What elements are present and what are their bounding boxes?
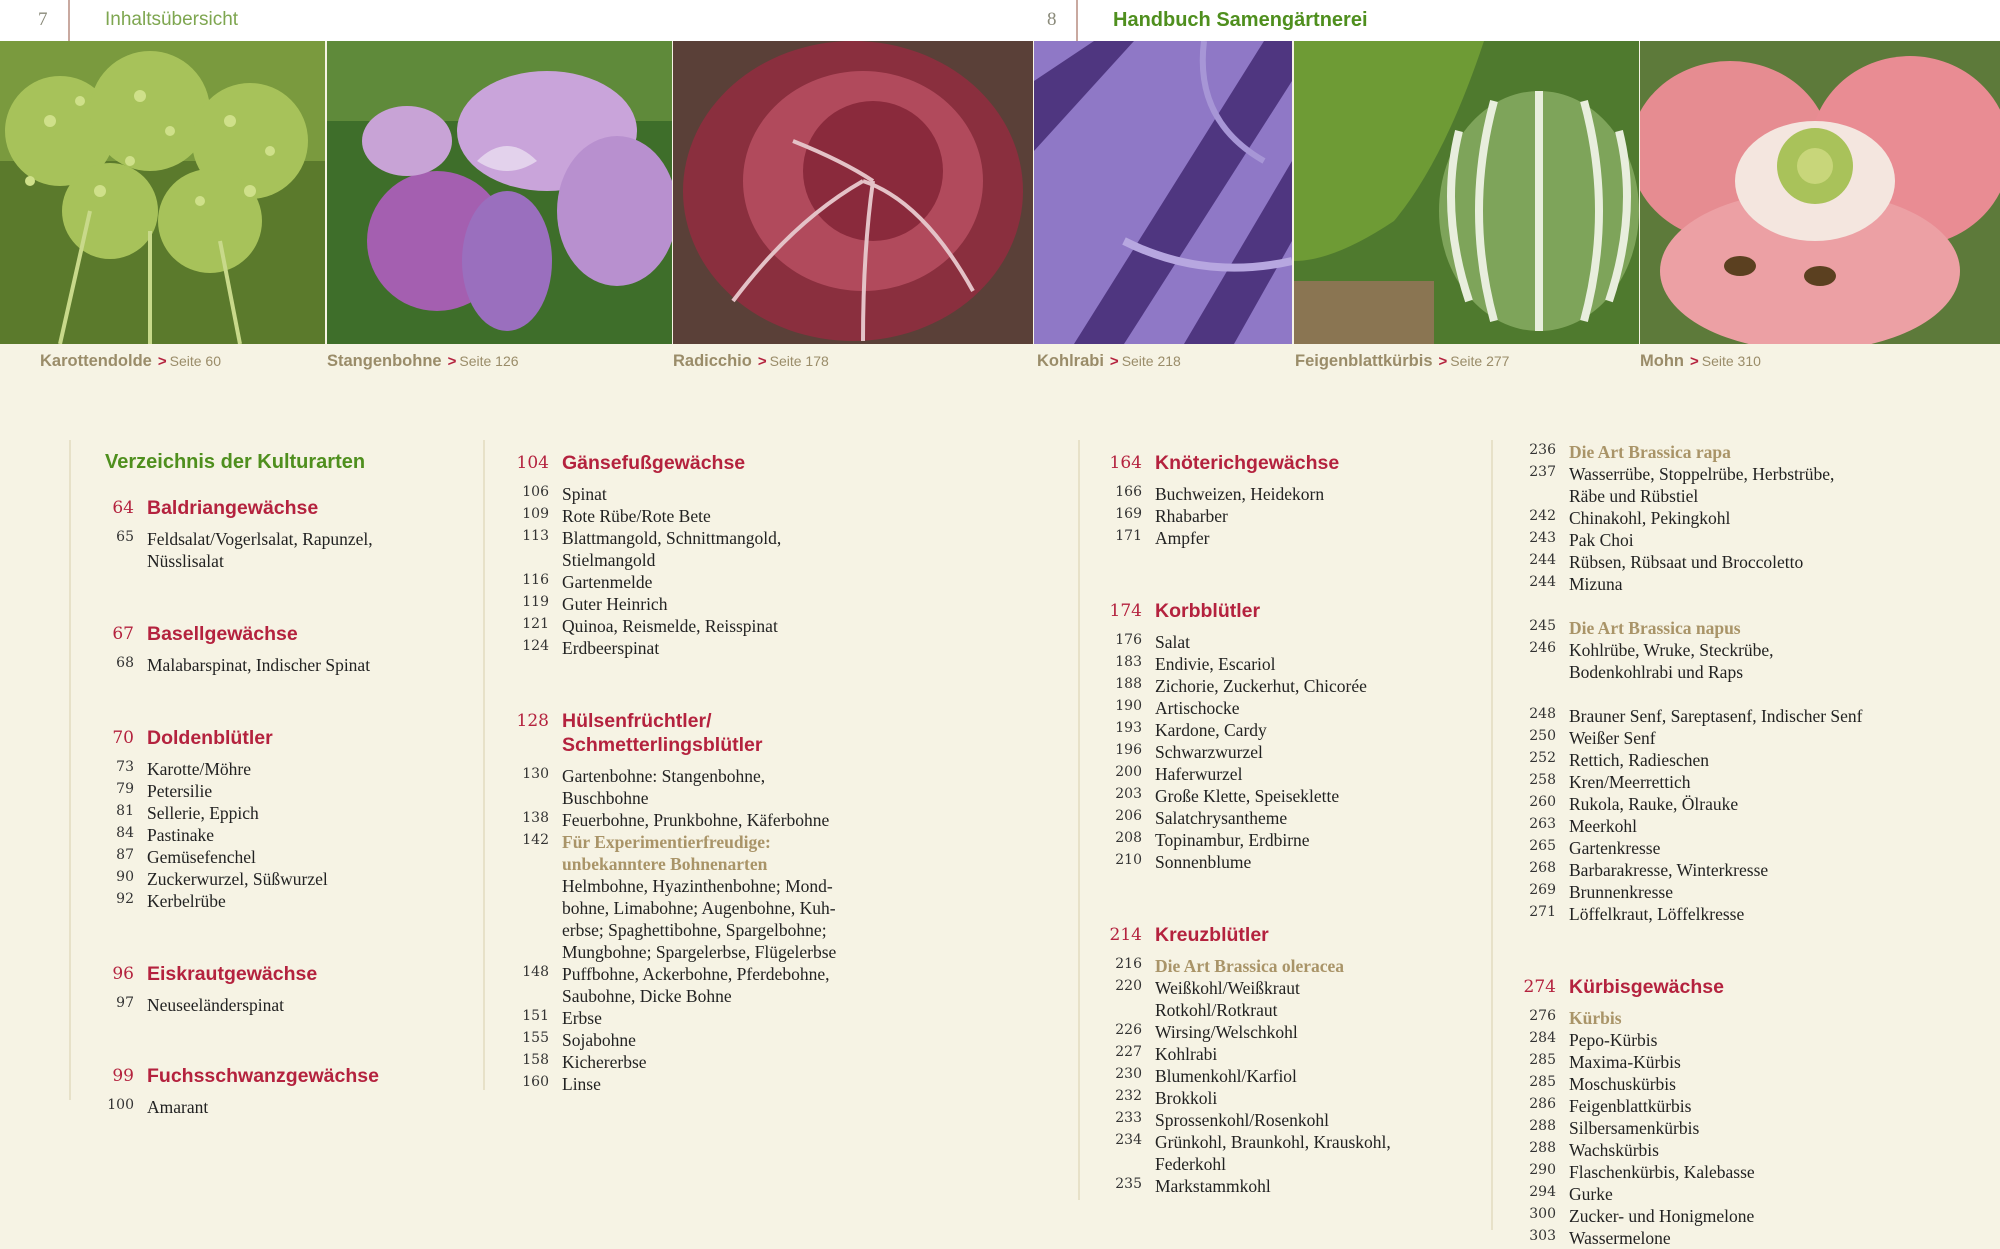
entry-title: Stielmangold [562, 550, 656, 570]
family-page-number: 64 [112, 498, 134, 518]
entry-page-number: 188 [1115, 676, 1142, 692]
radicchio-photo [673, 41, 1033, 344]
header-divider [1076, 0, 1078, 41]
family-title: Knöterichgewächse [1155, 452, 1340, 474]
entry-page-number: 176 [1115, 632, 1142, 648]
entry-page-number: 113 [522, 528, 549, 544]
entry-page-number: 68 [116, 655, 134, 671]
entry-page-number: 73 [116, 759, 134, 775]
entry-page-number: 84 [116, 825, 134, 841]
carrot-umbel-photo [0, 41, 325, 344]
arrow-right-icon: > [1438, 353, 1448, 370]
entry-title: Brunnenkresse [1569, 882, 1674, 902]
entry-title: Gartenmelde [562, 572, 653, 592]
entry-title: Topinambur, Erdbirne [1155, 830, 1310, 850]
entry-page-number: 303 [1529, 1228, 1556, 1244]
arrow-right-icon: > [1109, 353, 1119, 370]
entry-page-number: 288 [1529, 1118, 1556, 1134]
entry-page-number: 263 [1529, 816, 1556, 832]
entry-page-number: 230 [1115, 1066, 1142, 1082]
entry-title: Maxima-Kürbis [1569, 1052, 1681, 1072]
family-page-number: 164 [1109, 453, 1142, 473]
entry-title: Blumenkohl/Karfiol [1155, 1066, 1297, 1086]
entry-title: unbekanntere Bohnenarten [562, 854, 768, 874]
entry-page-number: 235 [1115, 1176, 1142, 1192]
entry-page-number: 284 [1529, 1030, 1556, 1046]
entry-page-number: 160 [522, 1074, 549, 1090]
entry-title: Brokkoli [1155, 1088, 1218, 1108]
entry-title: Malabarspinat, Indischer Spinat [147, 655, 371, 675]
family-page-number: 96 [112, 964, 134, 984]
entry-page-number: 220 [1115, 978, 1142, 994]
entry-page-number: 155 [522, 1030, 549, 1046]
column-divider [69, 440, 71, 1100]
entry-title: Kardone, Cardy [1155, 720, 1267, 740]
entry-page-number: 158 [522, 1052, 549, 1068]
entry-title: Markstammkohl [1155, 1176, 1271, 1196]
entry-title: Zichorie, Zuckerhut, Chicorée [1155, 676, 1367, 696]
entry-page-number: 81 [116, 803, 134, 819]
entry-title: Blattmangold, Schnittmangold, [562, 528, 782, 548]
entry-title: Gartenkresse [1569, 838, 1661, 858]
entry-page-number: 248 [1529, 706, 1556, 722]
entry-title: Kürbis [1569, 1008, 1622, 1028]
entry-title: Gartenbohne: Stangenbohne, [562, 766, 766, 786]
entry-title: Räbe und Rübstiel [1569, 486, 1699, 506]
entry-page-number: 236 [1529, 442, 1556, 458]
entry-title: Feuerbohne, Prunkbohne, Käferbohne [562, 810, 830, 830]
entry-page-number: 250 [1529, 728, 1556, 744]
entry-title: Rhabarber [1155, 506, 1228, 526]
entry-title: Mizuna [1569, 574, 1623, 594]
entry-page-number: 260 [1529, 794, 1556, 810]
entry-page-number: 285 [1529, 1074, 1556, 1090]
entry-title: Spinat [562, 484, 607, 504]
contents-heading: Verzeichnis der Kulturarten [105, 451, 366, 473]
entry-title: Chinakohl, Pekingkohl [1569, 508, 1731, 528]
poppy-photo [1640, 41, 2000, 344]
entry-title: Brauner Senf, Sareptasenf, Indischer Senf [1569, 706, 1863, 726]
entry-page-number: 227 [1115, 1044, 1142, 1060]
family-title: Doldenblütler [147, 727, 273, 749]
caption-karottendolde: Karottendolde > Seite 60 [40, 352, 221, 370]
entry-page-number: 244 [1529, 574, 1556, 590]
entry-page-number: 142 [522, 832, 549, 848]
family-page-number: 104 [516, 453, 549, 473]
column-divider [1078, 440, 1080, 1200]
entry-page-number: 237 [1529, 464, 1556, 480]
entry-page-number: 116 [522, 572, 549, 588]
family-page-number: 99 [112, 1066, 134, 1086]
right-page-number: 8 [1047, 9, 1057, 30]
arrow-right-icon: > [757, 353, 767, 370]
entry-page-number: 252 [1529, 750, 1556, 766]
family-title: Eiskrautgewächse [147, 963, 318, 985]
entry-title: Sonnenblume [1155, 852, 1252, 872]
family-page-number: 67 [112, 624, 134, 644]
entry-title: Wasserrübe, Stoppelrübe, Herbstrübe, [1569, 464, 1835, 484]
family-page-number: 70 [112, 728, 134, 748]
entry-title: Erdbeerspinat [562, 638, 660, 658]
entry-title: Helmbohne, Hyazinthenbohne; Mond- [562, 876, 833, 896]
entry-title: Grünkohl, Braunkohl, Krauskohl, [1155, 1132, 1391, 1152]
entry-title: Meerkohl [1569, 816, 1638, 836]
entry-page-number: 294 [1529, 1184, 1556, 1200]
entry-title: Barbarakresse, Winterkresse [1569, 860, 1769, 880]
entry-title: Große Klette, Speiseklette [1155, 786, 1340, 806]
entry-title: Die Art Brassica napus [1569, 618, 1741, 638]
entry-title: Erbse [562, 1008, 602, 1028]
entry-page-number: 232 [1115, 1088, 1142, 1104]
entry-title: Pak Choi [1569, 530, 1634, 550]
entry-title: Buchweizen, Heidekorn [1155, 484, 1325, 504]
family-page-number: 174 [1109, 601, 1142, 621]
entry-page-number: 245 [1529, 618, 1556, 634]
family-title: Kürbisgewächse [1569, 976, 1724, 998]
entry-page-number: 169 [1115, 506, 1142, 522]
entry-title: Endivie, Escariol [1155, 654, 1276, 674]
entry-page-number: 119 [522, 594, 549, 610]
entry-title: Artischocke [1155, 698, 1240, 718]
entry-title: Feldsalat/Vogerlsalat, Rapunzel, [147, 529, 373, 549]
entry-page-number: 190 [1115, 698, 1142, 714]
left-page-number: 7 [38, 9, 48, 30]
entry-page-number: 246 [1529, 640, 1556, 656]
page-header [0, 0, 2000, 41]
entry-title: bohne, Limabohne; Augenbohne, Kuh- [562, 898, 836, 918]
entry-title: Haferwurzel [1155, 764, 1243, 784]
entry-title: Rübsen, Rübsaat und Broccoletto [1569, 552, 1804, 572]
family-title: Baldriangewächse [147, 497, 319, 519]
caption-feigenblattkuerbis: Feigenblattkürbis > Seite 277 [1295, 352, 1510, 370]
entry-page-number: 300 [1529, 1206, 1556, 1222]
entry-page-number: 196 [1115, 742, 1142, 758]
entry-page-number: 271 [1529, 904, 1556, 920]
entry-page-number: 258 [1529, 772, 1556, 788]
caption-kohlrabi: Kohlrabi > Seite 218 [1037, 352, 1181, 370]
entry-page-number: 106 [522, 484, 549, 500]
caption-stangenbohne: Stangenbohne > Seite 126 [327, 352, 519, 370]
entry-page-number: 226 [1115, 1022, 1142, 1038]
family-title: Hülsenfrüchtler/ [562, 710, 712, 732]
family-page-number: 274 [1523, 977, 1556, 997]
caption-mohn: Mohn > Seite 310 [1640, 352, 1761, 370]
entry-title: Silbersamenkürbis [1569, 1118, 1700, 1138]
entry-page-number: 138 [522, 810, 549, 826]
entry-title: Sprossenkohl/Rosenkohl [1155, 1110, 1330, 1130]
entry-page-number: 100 [107, 1097, 134, 1113]
entry-page-number: 210 [1115, 852, 1142, 868]
entry-title: Für Experimentierfreudige: [562, 832, 771, 852]
header-divider [68, 0, 70, 41]
entry-title: Kohlrabi [1155, 1044, 1218, 1064]
entry-title: Kerbelrübe [147, 891, 226, 911]
entry-page-number: 90 [116, 869, 134, 885]
entry-title: Quinoa, Reismelde, Reisspinat [562, 616, 778, 636]
entry-page-number: 233 [1115, 1110, 1142, 1126]
entry-page-number: 276 [1529, 1008, 1556, 1024]
entry-title: Die Art Brassica rapa [1569, 442, 1731, 462]
entry-title: Pastinake [147, 825, 215, 845]
column-divider [1491, 440, 1493, 1230]
entry-title: Die Art Brassica oleracea [1155, 956, 1345, 976]
entry-page-number: 79 [116, 781, 134, 797]
entry-page-number: 151 [522, 1008, 549, 1024]
family-title: Fuchsschwanzgewächse [147, 1065, 379, 1087]
family-title: Gänsefußgewächse [562, 452, 746, 474]
entry-title: Kichererbse [562, 1052, 647, 1072]
entry-page-number: 216 [1115, 956, 1142, 972]
entry-page-number: 171 [1115, 528, 1142, 544]
entry-title: Pepo-Kürbis [1569, 1030, 1658, 1050]
entry-page-number: 97 [116, 995, 134, 1011]
entry-page-number: 285 [1529, 1052, 1556, 1068]
entry-page-number: 65 [116, 529, 134, 545]
entry-page-number: 243 [1529, 530, 1556, 546]
family-page-number: 214 [1109, 925, 1142, 945]
entry-title: Puffbohne, Ackerbohne, Pferdebohne, [562, 964, 830, 984]
entry-page-number: 242 [1529, 508, 1556, 524]
entry-page-number: 286 [1529, 1096, 1556, 1112]
entry-page-number: 87 [116, 847, 134, 863]
entry-title: Rettich, Radieschen [1569, 750, 1709, 770]
entry-page-number: 200 [1115, 764, 1142, 780]
entry-page-number: 109 [522, 506, 549, 522]
entry-page-number: 183 [1115, 654, 1142, 670]
entry-title: Sellerie, Eppich [147, 803, 259, 823]
entry-title: Karotte/Möhre [147, 759, 251, 779]
family-title: Korbblütler [1155, 600, 1261, 622]
entry-title: Saubohne, Dicke Bohne [562, 986, 732, 1006]
entry-title: Nüsslisalat [147, 551, 224, 571]
entry-title: Linse [562, 1074, 601, 1094]
entry-title: Sojabohne [562, 1030, 636, 1050]
entry-title: Neuseeländerspinat [147, 995, 285, 1015]
entry-title: Weißkohl/Weißkraut [1155, 978, 1300, 998]
entry-title: Weißer Senf [1569, 728, 1656, 748]
entry-title: Zucker- und Honigmelone [1569, 1206, 1755, 1226]
entry-title: Gurke [1569, 1184, 1613, 1204]
entry-title: Moschuskürbis [1569, 1074, 1676, 1094]
entry-page-number: 166 [1115, 484, 1142, 500]
entry-title: Bodenkohlrabi und Raps [1569, 662, 1744, 682]
right-page-title: Handbuch Samengärtnerei [1113, 9, 1368, 31]
entry-title: Flaschenkürbis, Kalebasse [1569, 1162, 1755, 1182]
entry-title: Kren/Meerrettich [1569, 772, 1691, 792]
entry-page-number: 208 [1115, 830, 1142, 846]
entry-page-number: 124 [522, 638, 549, 654]
entry-title: Wachskürbis [1569, 1140, 1659, 1160]
entry-title: Salatchrysantheme [1155, 808, 1288, 828]
entry-page-number: 268 [1529, 860, 1556, 876]
entry-title: Schwarzwurzel [1155, 742, 1263, 762]
entry-page-number: 130 [522, 766, 549, 782]
entry-title: Rotkohl/Rotkraut [1155, 1000, 1278, 1020]
arrow-right-icon: > [157, 353, 167, 370]
entry-title: Buschbohne [562, 788, 649, 808]
entry-page-number: 244 [1529, 552, 1556, 568]
entry-title: erbse; Spaghettibohne, Spargelbohne; [562, 920, 827, 940]
entry-page-number: 234 [1115, 1132, 1142, 1148]
entry-page-number: 206 [1115, 808, 1142, 824]
left-page-title: Inhaltsübersicht [105, 9, 239, 30]
family-page-number: 128 [516, 711, 549, 731]
entry-title: Rukola, Rauke, Ölrauke [1569, 794, 1739, 814]
kohlrabi-photo [1034, 41, 1292, 344]
entry-title: Mungbohne; Spargelerbse, Flügelerbse [562, 942, 837, 962]
family-title: Schmetterlingsblütler [562, 734, 763, 756]
bean-flower-photo [327, 41, 672, 344]
pumpkin-photo [1294, 41, 1639, 344]
entry-title: Kohlrübe, Wruke, Steckrübe, [1569, 640, 1774, 660]
arrow-right-icon: > [1689, 353, 1699, 370]
column-divider [483, 440, 485, 1090]
family-title: Basellgewächse [147, 623, 298, 645]
entry-page-number: 265 [1529, 838, 1556, 854]
entry-title: Amarant [147, 1097, 209, 1117]
entry-title: Ampfer [1155, 528, 1210, 548]
entry-title: Zuckerwurzel, Süßwurzel [147, 869, 328, 889]
entry-page-number: 121 [522, 616, 549, 632]
entry-page-number: 290 [1529, 1162, 1556, 1178]
entry-title: Löffelkraut, Löffelkresse [1569, 904, 1745, 924]
arrow-right-icon: > [447, 353, 457, 370]
entry-page-number: 203 [1115, 786, 1142, 802]
entry-title: Rote Rübe/Rote Bete [562, 506, 711, 526]
family-title: Kreuzblütler [1155, 924, 1269, 946]
entry-title: Gemüsefenchel [147, 847, 256, 867]
entry-title: Wirsing/Welschkohl [1155, 1022, 1298, 1042]
caption-radicchio: Radicchio > Seite 178 [673, 352, 829, 370]
entry-title: Guter Heinrich [562, 594, 668, 614]
entry-title: Petersilie [147, 781, 213, 801]
entry-page-number: 92 [116, 891, 134, 907]
entry-page-number: 193 [1115, 720, 1142, 736]
entry-title: Wassermelone [1569, 1228, 1671, 1248]
entry-title: Salat [1155, 632, 1190, 652]
entry-page-number: 148 [522, 964, 549, 980]
entry-title: Federkohl [1155, 1154, 1226, 1174]
entry-title: Feigenblattkürbis [1569, 1096, 1692, 1116]
entry-page-number: 269 [1529, 882, 1556, 898]
entry-page-number: 288 [1529, 1140, 1556, 1156]
